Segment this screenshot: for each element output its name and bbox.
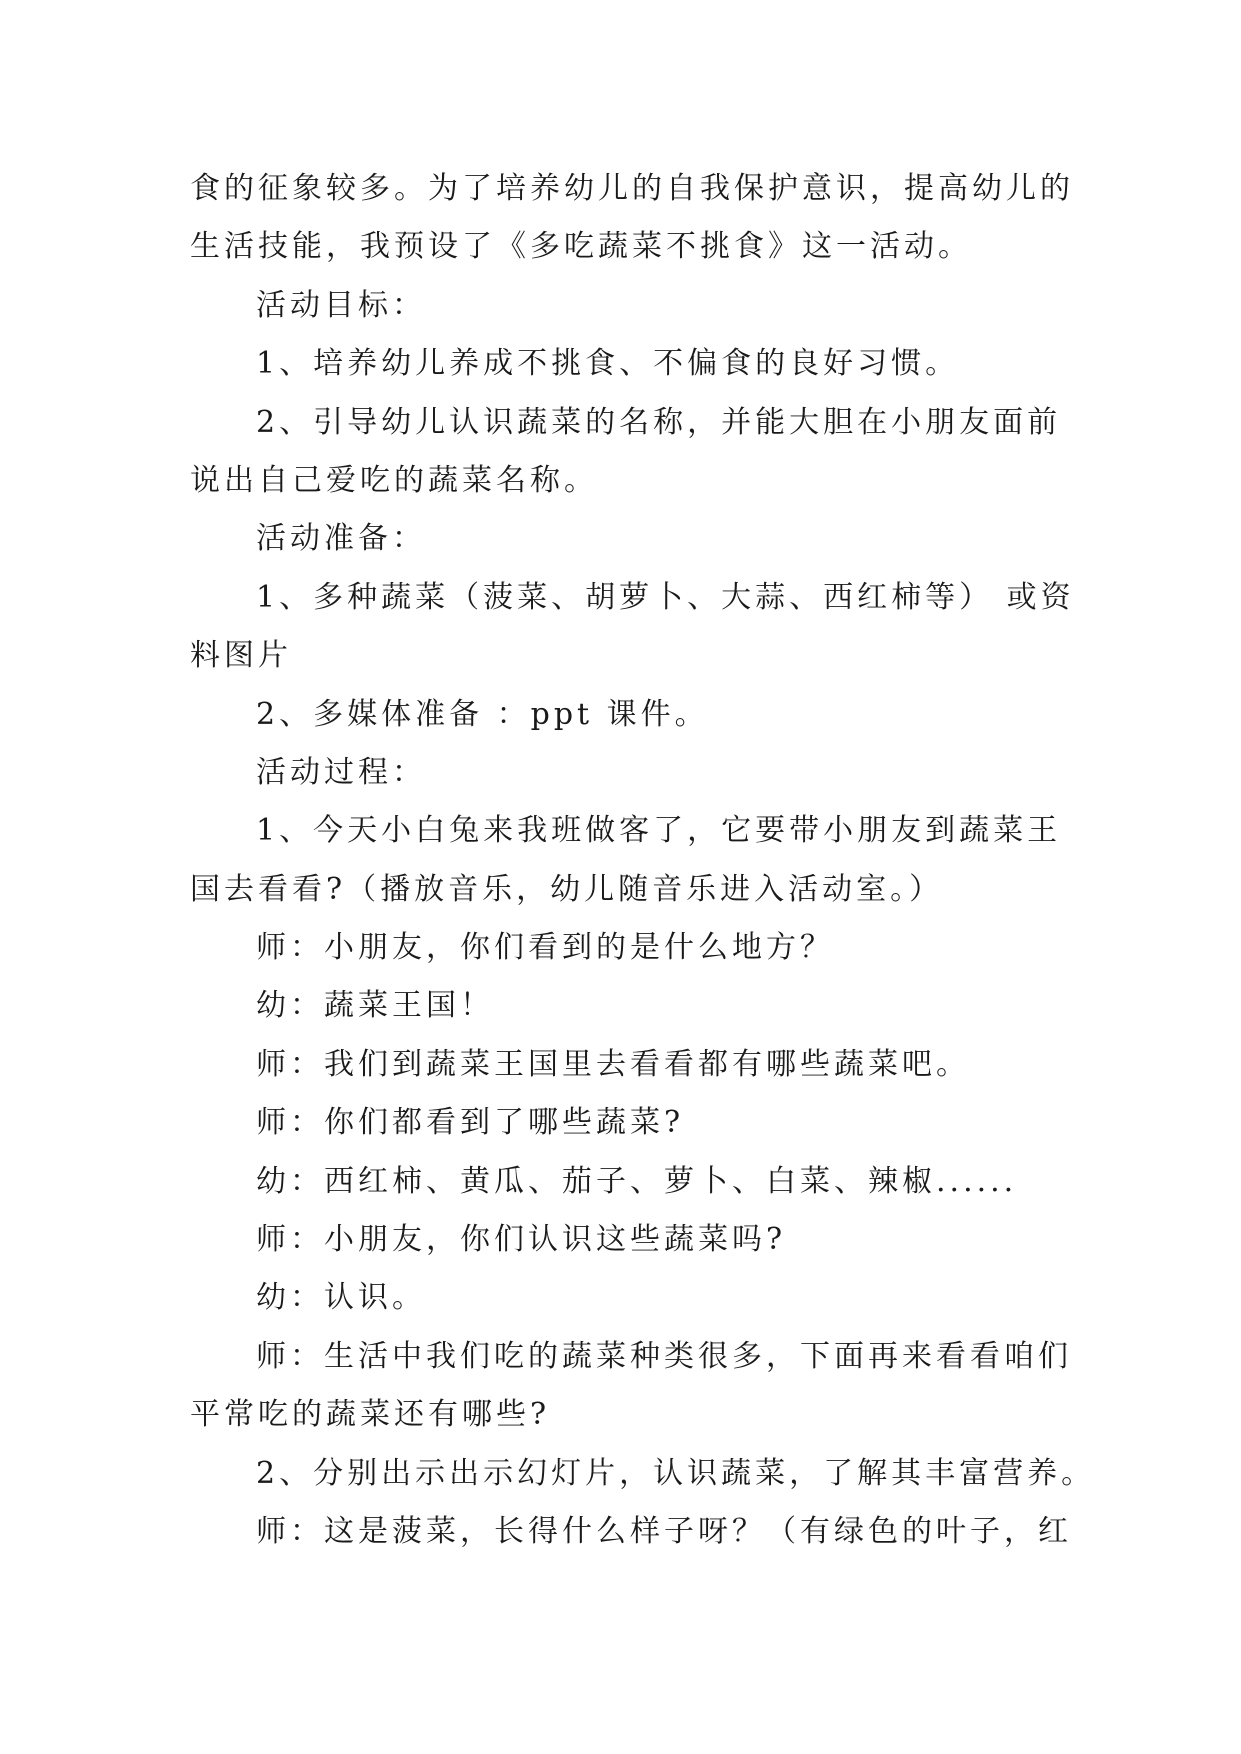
text-line: 国去看看?（播放音乐，幼儿随音乐进入活动室。） (190, 871, 944, 907)
dialogue-line: 师：生活中我们吃的蔬菜种类很多，下面再来看看咱们 (256, 1338, 1072, 1374)
section-heading-goals: 活动目标： (256, 287, 426, 323)
section-heading-preparation: 活动准备： (256, 521, 426, 557)
text-line: 1、今天小白兔来我班做客了，它要带小朋友到蔬菜王 (256, 813, 1062, 849)
dialogue-line: 师：我们到蔬菜王国里去看看都有哪些蔬菜吧。 (256, 1046, 970, 1082)
text-line: 2、引导幼儿认识蔬菜的名称，并能大胆在小朋友面前 (256, 404, 1062, 440)
text-line: 料图片 (190, 638, 292, 674)
dialogue-line: 幼：认识。 (256, 1280, 426, 1316)
dialogue-line: 幼：西红柿、黄瓜、茄子、萝卜、白菜、辣椒...... (256, 1163, 1018, 1199)
text-line: 食的征象较多。为了培养幼儿的自我保护意识，提高幼儿的 (190, 171, 1074, 206)
dialogue-line: 幼：蔬菜王国！ (256, 988, 494, 1024)
dialogue-line: 师：这是菠菜，长得什么样子呀？（有绿色的叶子，红 (256, 1513, 1072, 1549)
text-line: 2、分别出示出示幻灯片，认识蔬菜，了解其丰富营养。 (256, 1455, 1096, 1491)
text-line: 生活技能，我预设了《多吃蔬菜不挑食》这一活动。 (190, 229, 972, 265)
text-line: 说出自己爱吃的蔬菜名称。 (190, 462, 598, 498)
dialogue-line: 平常吃的蔬菜还有哪些? (190, 1397, 551, 1433)
section-heading-process: 活动过程： (256, 754, 426, 790)
body-text (190, 160, 1096, 1561)
text-line: 1、多种蔬菜（菠菜、胡萝卜、大蒜、西红柿等） 或资 (256, 579, 1075, 615)
dialogue-line: 师：你们都看到了哪些蔬菜? (256, 1105, 685, 1141)
dialogue-line: 师：小朋友，你们认识这些蔬菜吗? (256, 1222, 787, 1258)
text-line: 2、多媒体准备 ：ppt 课件。 (256, 696, 709, 732)
dialogue-line: 师：小朋友，你们看到的是什么地方？ (256, 930, 834, 966)
text-line: 1、培养幼儿养成不挑食、不偏食的良好习惯。 (256, 346, 960, 382)
